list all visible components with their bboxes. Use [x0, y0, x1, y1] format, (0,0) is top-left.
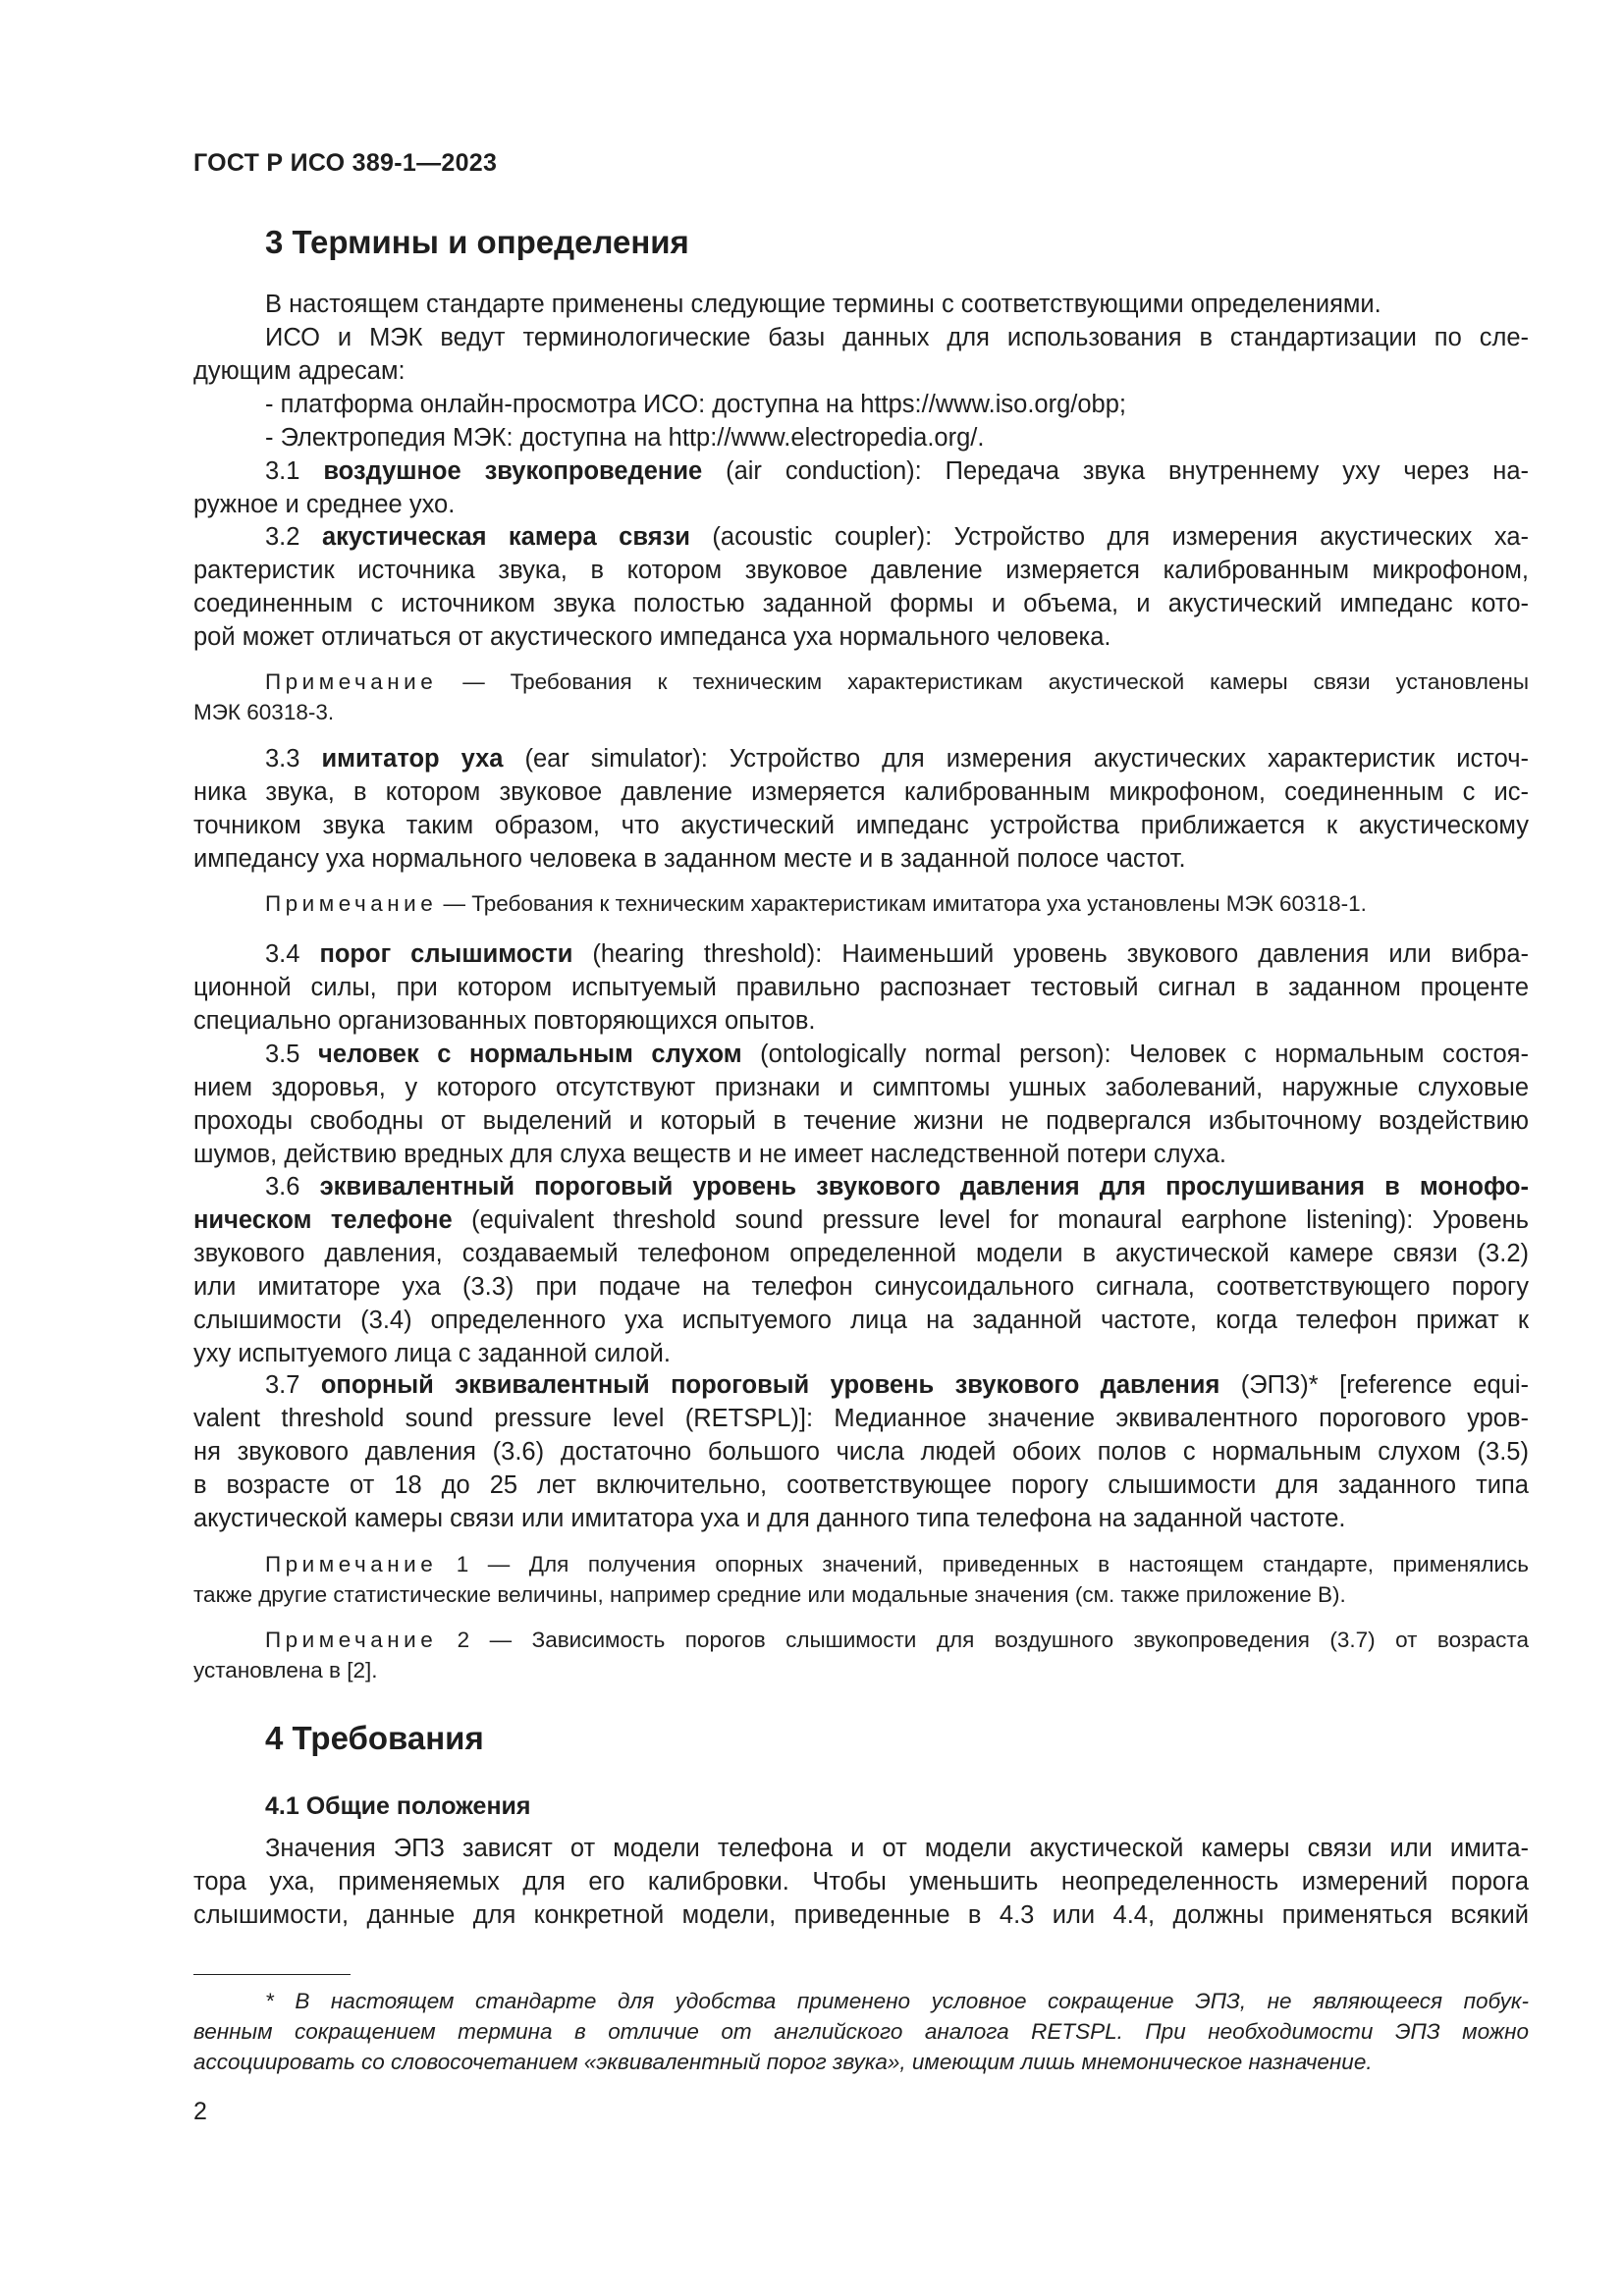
term-name: имитатор уха [321, 745, 504, 773]
note-3-2 [193, 667, 1529, 727]
term-name: порог слышимости [319, 940, 573, 968]
term-3-7 [193, 1368, 1529, 1535]
term-3-2 [193, 520, 1529, 654]
term-name: ническом телефоне [193, 1206, 453, 1234]
subsection-4-1-title: 4.1 Общие положения [265, 1792, 531, 1820]
term-definition: (acoustic coupler): Устройство для измерения акустических ха- [689, 523, 1529, 551]
term-definition: ня звукового давления (3.6) достаточно большого числа людей обоих полов с нормальным слухом (3.5) [193, 1438, 1529, 1466]
footnote-line: * В настоящем стандарте для удобства применено условное сокращение ЭПЗ, не являющееся побук- [265, 1989, 1529, 2013]
note-text: также другие статистические величины, например средние или модальные значения (см. также приложение В). [193, 1582, 1346, 1607]
note-label: Примечание [265, 1552, 438, 1576]
term-number: 3.4 [265, 940, 320, 968]
term-definition: ружное и среднее ухо. [193, 491, 456, 518]
term-number: 3.6 [265, 1173, 320, 1201]
note-3-7-1 [193, 1549, 1529, 1610]
term-definition: (air conduction): Передача звука внутреннему уху через на- [702, 457, 1529, 485]
term-3-4 [193, 937, 1529, 1038]
term-name: воздушное звукопроведение [323, 457, 703, 485]
term-definition: импедансу уха нормального человека в заданном месте и в заданной полосе частот. [193, 845, 1186, 873]
intro-line: В настоящем стандарте применены следующие термины с соответствующими определениями. [265, 291, 1381, 318]
term-3-5 [193, 1038, 1529, 1171]
term-definition: точником звука таким образом, что акустический импеданс устройства приближается к акустическому [193, 812, 1529, 839]
term-number: 3.5 [265, 1041, 319, 1068]
page-number: 2 [193, 2098, 207, 2125]
term-name: акустическая камера связи [321, 523, 690, 551]
intro-line: дующим адресам: [193, 357, 406, 385]
term-number: 3.2 [265, 523, 322, 551]
term-definition: (ear simulator): Устройство для измерения акустических характеристик источ- [503, 745, 1529, 773]
body-line: тора уха, применяемых для его калибровки. Чтобы уменьшить неопределенность измерений порога [193, 1868, 1529, 1896]
term-definition: рактеристик источника звука, в котором звуковое давление измеряется калиброванным микрофоном, [193, 557, 1529, 584]
section-4-1-text [193, 1832, 1529, 1932]
term-number: 3.7 [265, 1371, 321, 1399]
term-definition: (ontologically normal person): Человек с нормальным состоя- [741, 1041, 1529, 1068]
standard-header: ГОСТ Р ИСО 389-1—2023 [193, 149, 498, 177]
term-name: человек с нормальным слухом [318, 1041, 742, 1068]
footnote-separator [193, 1974, 351, 1975]
term-name: эквивалентный пороговый уровень звукового давления для прослушивания в монофо- [319, 1173, 1529, 1201]
term-definition: нием здоровья, у которого отсутствуют признаки и симптомы ушных заболеваний, наружные слуховые [193, 1074, 1529, 1101]
note-text: — Требования к техническим характеристикам имитатора уха установлены МЭК 60318-1. [437, 891, 1367, 916]
term-3-6 [193, 1170, 1529, 1370]
term-definition: соединенным с источником звука полостью заданной формы и объема, и акустический импеданс кото- [193, 590, 1529, 617]
note-3-7-2 [193, 1625, 1529, 1685]
term-number: 3.3 [265, 745, 322, 773]
note-text: МЭК 60318-3. [193, 700, 335, 724]
term-definition: уху испытуемого лица с заданной силой. [193, 1340, 671, 1367]
intro-line: ИСО и МЭК ведут терминологические базы данных для использования в стандартизации по сле- [265, 324, 1529, 351]
section-3-intro [193, 288, 1529, 454]
body-line: слышимости, данные для конкретной модели, приведенные в 4.3 или 4.4, должны применяться всякий [193, 1901, 1529, 1929]
term-definition: (hearing threshold): Наименьший уровень звукового давления или вибра- [572, 940, 1529, 968]
note-text: — Требования к техническим характеристикам акустической камеры связи установлены [437, 669, 1529, 694]
term-definition: специально организованных повторяющихся опытов. [193, 1007, 816, 1035]
note-label: Примечание [265, 891, 438, 916]
term-definition: проходы свободны от выделений и который в течение жизни не подвергался избыточному воздействию [193, 1107, 1529, 1135]
term-definition: ника звука, в котором звуковое давление измеряется калиброванным микрофоном, соединенным с ис- [193, 778, 1529, 806]
term-definition: в возрасте от 18 до 25 лет включительно, соответствующее порогу слышимости для заданного типа [193, 1471, 1529, 1499]
body-line: Значения ЭПЗ зависят от модели телефона и от модели акустической камеры связи или имита- [265, 1835, 1529, 1862]
term-definition: (equivalent threshold sound pressure level for monaural earphone listening): Уровень [452, 1206, 1529, 1234]
term-3-3 [193, 742, 1529, 876]
term-definition: шумов, действию вредных для слуха веществ и не имеет наследственной потери слуха. [193, 1141, 1226, 1168]
term-definition: (ЭПЗ)* [reference equi- [1219, 1371, 1530, 1399]
section-3-title: 3 Термины и определения [265, 224, 689, 260]
section-4-title: 4 Требования [265, 1720, 484, 1756]
note-label: Примечание [265, 669, 438, 694]
term-name: опорный эквивалентный пороговый уровень звукового давления [320, 1371, 1220, 1399]
intro-list-item: - Электропедия МЭК: доступна на http://www.electropedia.org/. [265, 424, 985, 452]
footnote-line: венным сокращением термина в отличие от английского аналога RETSPL. При необходимости ЭПЗ можно [193, 2019, 1529, 2044]
note-label: Примечание [265, 1628, 438, 1652]
term-definition: или имитаторе уха (3.3) при подаче на телефон синусоидального сигнала, соответствующего порогу [193, 1273, 1529, 1301]
term-definition: рой может отличаться от акустического импеданса уха нормального человека. [193, 623, 1111, 651]
footnote-line: ассоциировать со словосочетанием «эквивалентный порог звука», имеющим лишь мнемоническое назначение. [193, 2050, 1373, 2074]
note-text: установлена в [2]. [193, 1658, 378, 1682]
term-definition: акустической камеры связи или имитатора уха и для данного типа телефона на заданной частоте. [193, 1505, 1346, 1532]
term-definition: звукового давления, создаваемый телефоном определенной модели в акустической камере связи (3.2) [193, 1240, 1529, 1267]
intro-list-item: - платформа онлайн-просмотра ИСО: доступна на https://www.iso.org/obp; [265, 391, 1126, 418]
term-definition: ционной силы, при котором испытуемый правильно распознает тестовый сигнал в заданном проценте [193, 974, 1529, 1001]
footnote [193, 1986, 1529, 2077]
term-definition: слышимости (3.4) определенного уха испытуемого лица на заданной частоте, когда телефон прижат к [193, 1307, 1529, 1334]
term-definition: valent threshold sound pressure level (RETSPL)]: Медианное значение эквивалентного порогового уров- [193, 1405, 1529, 1432]
note-3-3 [193, 888, 1529, 919]
note-text: 2 — Зависимость порогов слышимости для воздушного звукопроведения (3.7) от возраста [437, 1628, 1529, 1652]
term-number: 3.1 [265, 457, 324, 485]
term-3-1 [193, 454, 1529, 521]
note-text: 1 — Для получения опорных значений, приведенных в настоящем стандарте, применялись [437, 1552, 1529, 1576]
